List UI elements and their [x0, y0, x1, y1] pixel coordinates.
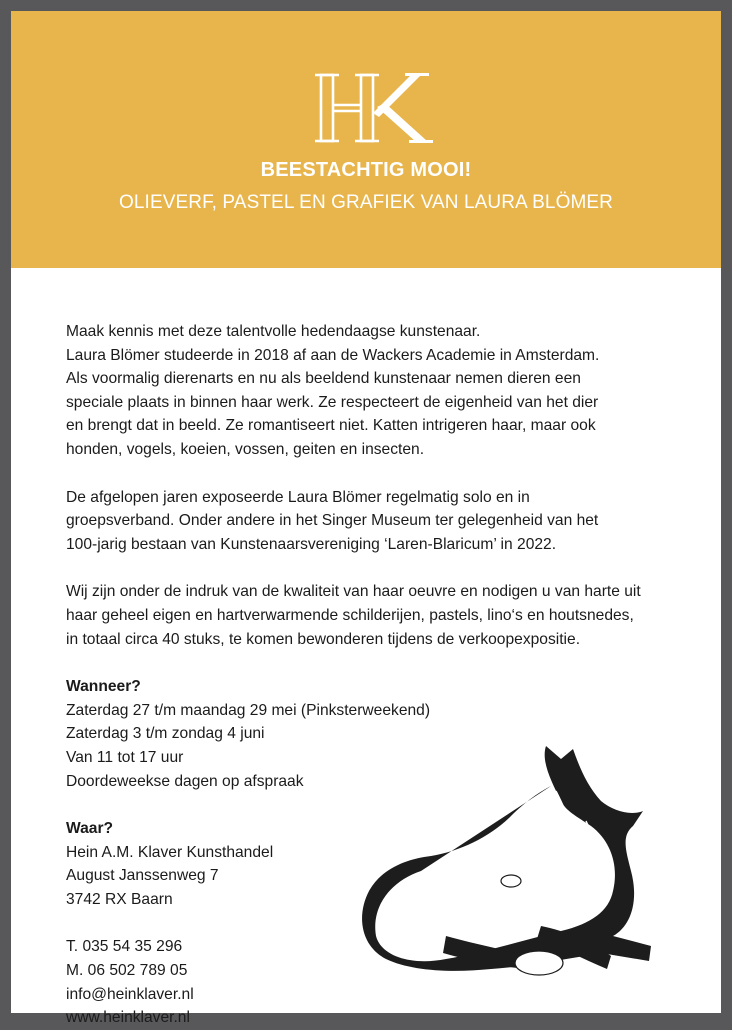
- intro-paragraph: [66, 320, 686, 462]
- time-line: Van 11 tot 17 uur: [66, 748, 184, 766]
- text-line: en brengt dat in beeld. Ze romantiseert niet. Katten intrigeren haar, maar ook: [66, 417, 596, 435]
- text-line: groepsverband. Onder andere in het Singer Museum ter gelegenheid van het: [66, 512, 599, 530]
- text-line: Maak kennis met deze talentvolle hedendaagse kunstenaar.: [66, 323, 481, 340]
- invitation-paragraph: [66, 580, 686, 651]
- address-street: August Janssenweg 7: [66, 867, 219, 885]
- hk-logo: [315, 67, 435, 149]
- svg-text:HK: HK: [315, 67, 317, 68]
- text-line: 100-jarig bestaan van Kunstenaarsvereniging ‘Laren-Blaricum’ in 2022.: [66, 535, 557, 553]
- header-banner: [11, 11, 721, 268]
- text-line: haar geheel eigen en hartverwarmende schilderijen, pastels, lino‘s en houtsnedes,: [66, 606, 634, 624]
- text-line: Wij zijn onder de indruk van de kwaliteit van haar oeuvre en nodigen u van harte uit: [66, 583, 641, 601]
- appointment-line: Doordeweekse dagen op afspraak: [66, 772, 304, 790]
- date-line: Zaterdag 3 t/m zondag 4 juni: [66, 725, 265, 743]
- mobile-number: M. 06 502 789 05: [66, 962, 188, 980]
- date-line: Zaterdag 27 t/m maandag 29 mei (Pinksterweekend): [66, 701, 431, 719]
- text-line: De afgelopen jaren exposeerde Laura Blömer regelmatig solo en in: [66, 488, 530, 506]
- address-city: 3742 RX Baarn: [66, 890, 173, 908]
- cat-linocut-illustration: [351, 731, 651, 986]
- when-heading: Wanneer?: [66, 678, 141, 696]
- exhibition-title: BEESTACHTIG MOOI!: [260, 159, 472, 181]
- text-line: Als voormalig dierenarts en nu als beeldend kunstenaar nemen dieren een: [66, 370, 581, 388]
- text-line: Laura Blömer studeerde in 2018 af aan de Wackers Academie in Amsterdam.: [66, 346, 600, 364]
- phone-number: T. 035 54 35 296: [66, 938, 183, 956]
- email-link[interactable]: info@heinklaver.nl: [66, 985, 194, 1003]
- address-name: Hein A.M. Klaver Kunsthandel: [66, 843, 274, 861]
- exhibition-subtitle: OLIEVERF, PASTEL EN GRAFIEK VAN LAURA BLÖMER: [119, 192, 613, 213]
- flyer-page: [11, 11, 721, 1027]
- exhibitions-paragraph: [66, 486, 686, 557]
- text-line: speciale plaats in binnen haar werk. Ze respecteert de eigenheid van het dier: [66, 393, 599, 411]
- text-line: honden, vogels, koeien, vossen, geiten en insecten.: [66, 440, 425, 458]
- website-link[interactable]: www.heinklaver.nl: [66, 1009, 190, 1027]
- text-line: in totaal circa 40 stuks, te komen bewonderen tijdens de verkoopexpositie.: [66, 630, 581, 648]
- where-heading: Waar?: [66, 820, 114, 838]
